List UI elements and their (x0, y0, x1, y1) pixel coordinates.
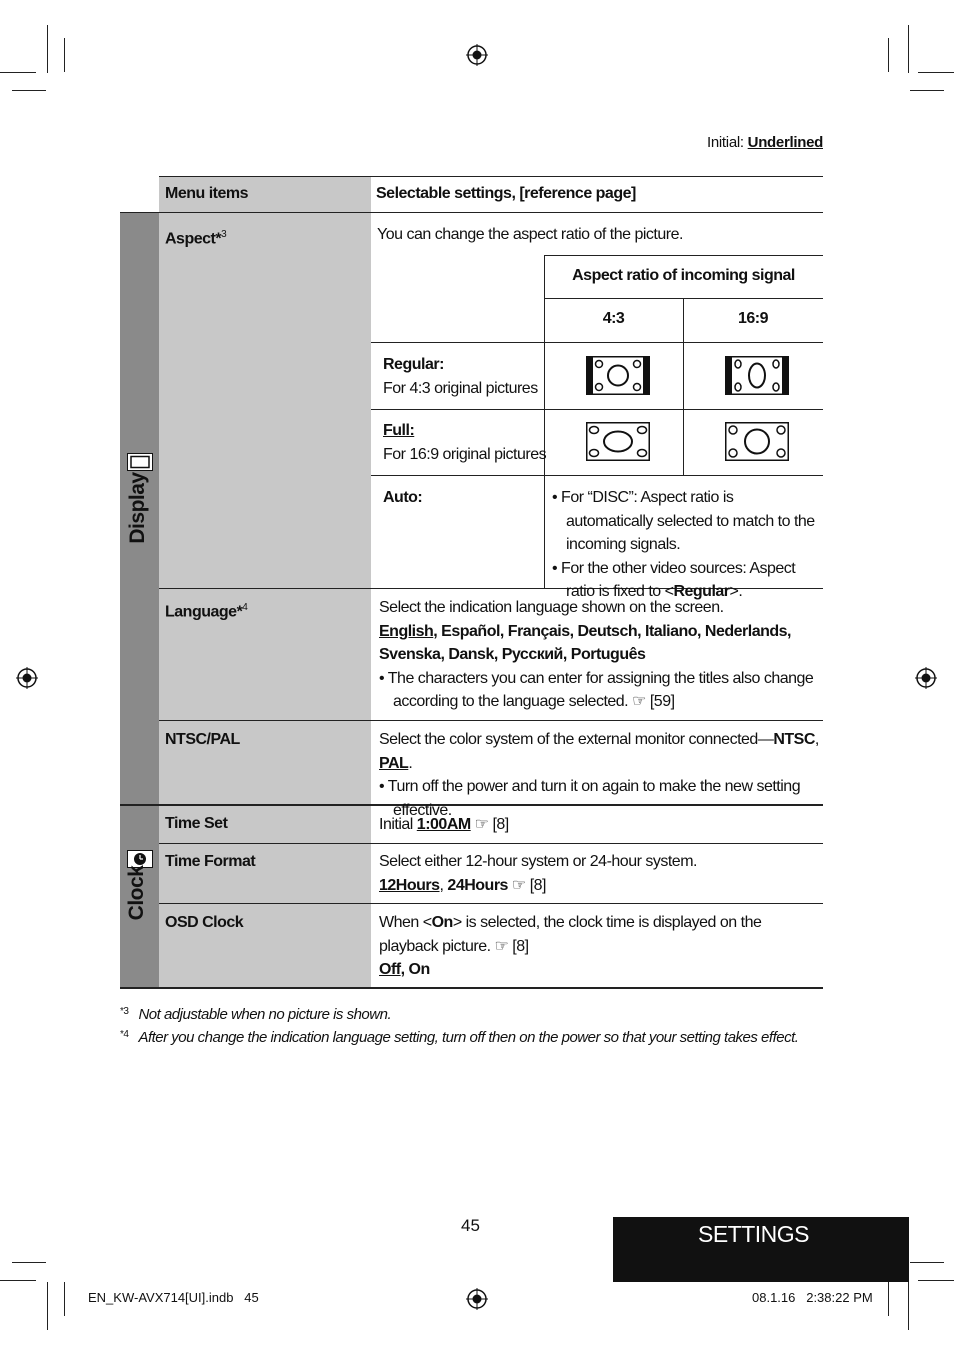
crop-mark (0, 72, 36, 73)
menu-item-time-set: Time Set (165, 815, 228, 832)
crop-mark (12, 1262, 46, 1263)
initial-label: Initial: (706, 134, 744, 151)
ntsc-pal-settings: Select the color system of the external monitor connected—NTSC, PAL. • Turn off the power and turn it on again to make the new setting effective. (379, 731, 819, 819)
crop-mark (47, 25, 48, 73)
regular-16-9-picture-icon (725, 356, 789, 395)
crop-mark (908, 25, 909, 73)
initial-legend (707, 134, 823, 151)
table-rule (371, 342, 823, 343)
crop-mark (47, 1282, 48, 1330)
crop-mark (64, 1282, 65, 1316)
menu-item-language: Language*$^4$ (165, 602, 248, 621)
table-rule (371, 475, 823, 476)
aspect-col-16-9: 16:9 (737, 310, 769, 327)
table-rule (159, 176, 823, 177)
section-tab-label: SETTINGS (698, 1221, 810, 1247)
table-rule (120, 987, 823, 989)
aspect-full: Full: For 16:9 original pictures (383, 422, 547, 463)
language-settings: Select the indication language shown on the screen. English, Español, Français, Deutsch, Italiano, Nederlands, Svenska, Dansk, Русский, Português • The characters you can enter for assigning the titles also change according to the language selected. ☞ [59] (379, 599, 814, 710)
crop-mark (908, 1282, 909, 1330)
header-menu-items: Menu items (165, 185, 249, 202)
registration-mark-icon (915, 667, 937, 689)
table-rule (544, 255, 823, 256)
crop-mark (918, 1280, 954, 1281)
page-number: 45 (461, 1216, 480, 1235)
time-set-settings: Initial 1:00AM ☞ [8] (379, 816, 509, 833)
registration-mark-icon (466, 44, 488, 66)
registration-mark-icon (466, 1288, 488, 1310)
table-rule (159, 843, 823, 844)
crop-mark (910, 1262, 944, 1263)
clock-section-label: Clock (125, 865, 148, 921)
time-format-settings: Select either 12-hour system or 24-hour system. 12Hours, 24Hours ☞ [8] (379, 853, 697, 894)
table-rule (159, 903, 823, 904)
aspect-auto: Auto: (383, 489, 423, 506)
crop-mark (910, 90, 944, 91)
aspect-auto-notes: • For “DISC”: Aspect ratio is automatically selected to match to the incoming signals. • For the other video sources: Aspect ratio is fixed to <Regular>. (552, 489, 815, 600)
registration-mark-icon (16, 667, 38, 689)
crop-mark (64, 38, 65, 72)
footnote-4: $^{*4}$ After you change the indication language setting, turn off then on the power so that your setting takes effect. (120, 1029, 799, 1046)
aspect-description: You can change the aspect ratio of the picture. (377, 226, 683, 243)
initial-value: Underlined (747, 134, 823, 151)
table-rule (120, 212, 823, 213)
full-4-3-picture-icon (586, 422, 650, 461)
aspect-signal-header: Aspect ratio of incoming signal (572, 267, 795, 284)
table-rule (159, 720, 823, 721)
crop-mark (12, 90, 46, 91)
header-selectable-settings: Selectable settings, [reference page] (376, 185, 636, 202)
menu-item-aspect: Aspect*$^3$ (165, 229, 227, 248)
menu-item-time-format: Time Format (165, 853, 256, 870)
crop-mark (888, 38, 889, 72)
printer-file-info: EN_KW-AVX714[UI].indb 45 (88, 1290, 259, 1305)
full-16-9-picture-icon (725, 422, 789, 461)
table-rule (371, 409, 823, 410)
display-section-label: Display (126, 472, 149, 544)
crop-mark (0, 1280, 36, 1281)
printer-date-info: 08.1.16 2:38:22 PM (752, 1290, 873, 1305)
crop-mark (918, 72, 954, 73)
footnote-3: $^{*3}$ Not adjustable when no picture is shown. (120, 1006, 392, 1023)
regular-4-3-picture-icon (586, 356, 650, 395)
aspect-regular: Regular: For 4:3 original pictures (383, 356, 538, 397)
osd-clock-settings: When <On> is selected, the clock time is displayed on the playback picture. ☞ [8] Off, On (379, 914, 762, 978)
menu-item-ntsc-pal: NTSC/PAL (165, 731, 240, 748)
crop-mark (888, 1282, 889, 1316)
menu-item-osd-clock: OSD Clock (165, 914, 244, 931)
aspect-col-4-3: 4:3 (602, 310, 625, 327)
